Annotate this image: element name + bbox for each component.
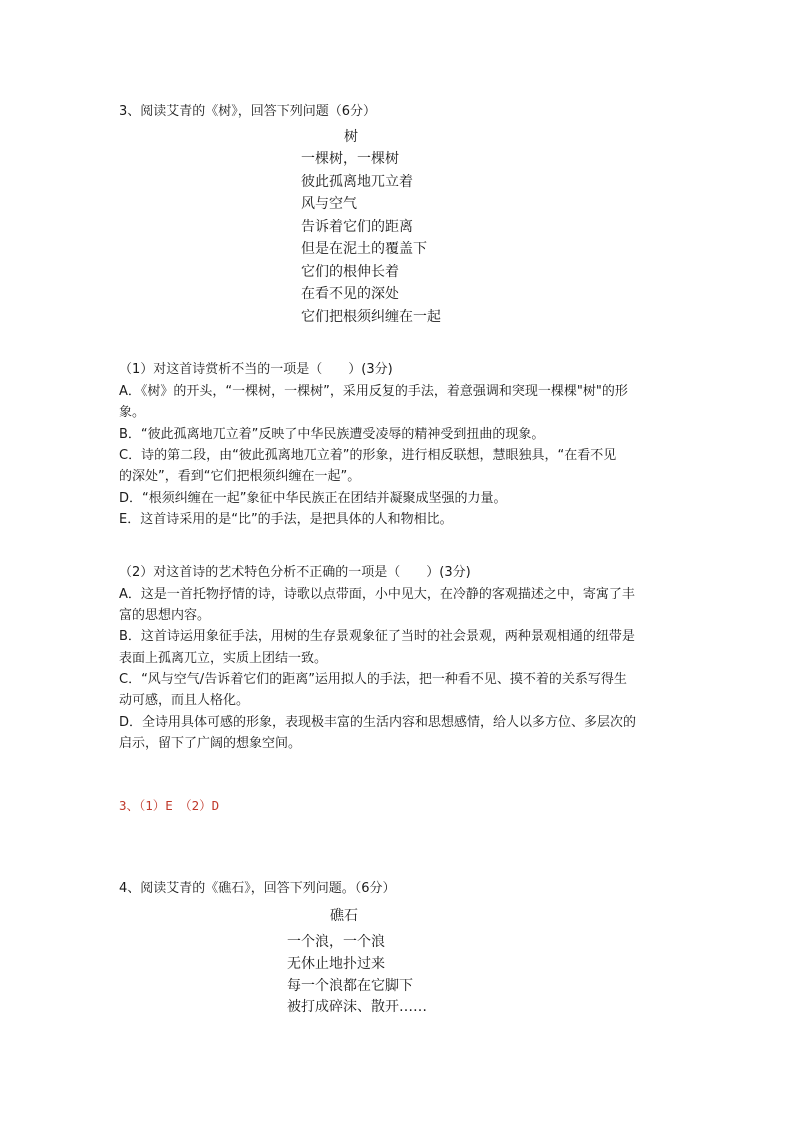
q4-poem-line: 无休止地扑过来 (287, 956, 385, 972)
q4-poem-line: 每一个浪都在它脚下 (287, 978, 413, 994)
q3-sub1-option-e: E．这首诗采用的是“比”的手法，是把具体的人和物相比。 (119, 512, 453, 527)
q3-poem-line: 告诉着它们的距离 (301, 219, 413, 235)
q3-poem-line: 它们把根须纠缠在一起 (301, 309, 441, 325)
q3-answer: 3、（1）E （2）D (119, 798, 220, 813)
q3-sub1-option-b: B．“彼此孤离地兀立着”反映了中华民族遭受凌辱的精神受到扭曲的现象。 (119, 427, 545, 442)
q4-poem-line: 一个浪，一个浪 (287, 934, 385, 950)
q3-sub2-option-c: C．“风与空气/告诉着它们的距离”运用拟人的手法，把一种看不见、摸不着的关系写得生 (119, 672, 627, 687)
q3-sub1-option-c: C．诗的第二段，由“彼此孤离地兀立着”的形象，进行相反联想，慧眼独具，“在看不见 (119, 448, 617, 463)
q4-heading: 4、阅读艾青的《礁石》，回答下列问题。（6分） (119, 881, 396, 896)
q3-sub1-option-c-cont: 的深处”，看到“它们把根须纠缠在一起”。 (119, 469, 361, 484)
q3-poem-line: 但是在泥土的覆盖下 (301, 241, 427, 257)
q3-poem-line: 在看不见的深处 (301, 286, 399, 302)
q3-sub2-option-b-cont: 表面上孤离兀立，实质上团结一致。 (119, 651, 328, 666)
q3-sub2-option-a-cont: 富的思想内容。 (119, 608, 211, 623)
q3-sub2-option-d: D．全诗用具体可感的形象，表现极丰富的生活内容和思想感情，给人以多方位、多层次的 (119, 715, 637, 730)
q3-poem-title: 树 (344, 129, 358, 145)
q4-poem-line: 被打成碎沫、散开…… (287, 999, 427, 1015)
q3-poem-line: 风与空气 (301, 196, 357, 212)
q3-sub2-option-a: A．这是一首托物抒情的诗，诗歌以点带面，小中见大，在冷静的客观描述之中，寄寓了丰 (119, 587, 635, 602)
q3-heading: 3、阅读艾青的《树》，回答下列问题（6分） (119, 104, 377, 119)
q3-sub1-option-a: A．《树》的开头，“一棵树，一棵树”，采用反复的手法，着意强调和突现一棵棵"树"的形 (119, 384, 628, 399)
q3-sub2-stem: （2）对这首诗的艺术特色分析不正确的一项是（ ）(3分) (119, 565, 471, 580)
q3-sub2-option-c-cont: 动可感，而且人格化。 (119, 693, 250, 708)
q4-poem-title: 礁石 (330, 908, 358, 924)
q3-poem-line: 它们的根伸长着 (301, 264, 399, 280)
q3-poem-line: 一棵树，一棵树 (301, 151, 399, 167)
q3-sub1-option-a-cont: 象。 (119, 405, 146, 420)
q3-sub1-option-d: D．“根须纠缠在一起”象征中华民族正在团结并凝聚成坚强的力量。 (119, 491, 507, 506)
q3-sub1-stem: （1）对这首诗赏析不当的一项是（ ）(3分) (119, 362, 393, 377)
q3-sub2-option-b: B．这首诗运用象征手法，用树的生存景观象征了当时的社会景观，两种景观相通的纽带是 (119, 629, 635, 644)
q3-sub2-option-d-cont: 启示，留下了广阔的想象空间。 (119, 736, 302, 751)
q3-poem-line: 彼此孤离地兀立着 (301, 174, 413, 190)
